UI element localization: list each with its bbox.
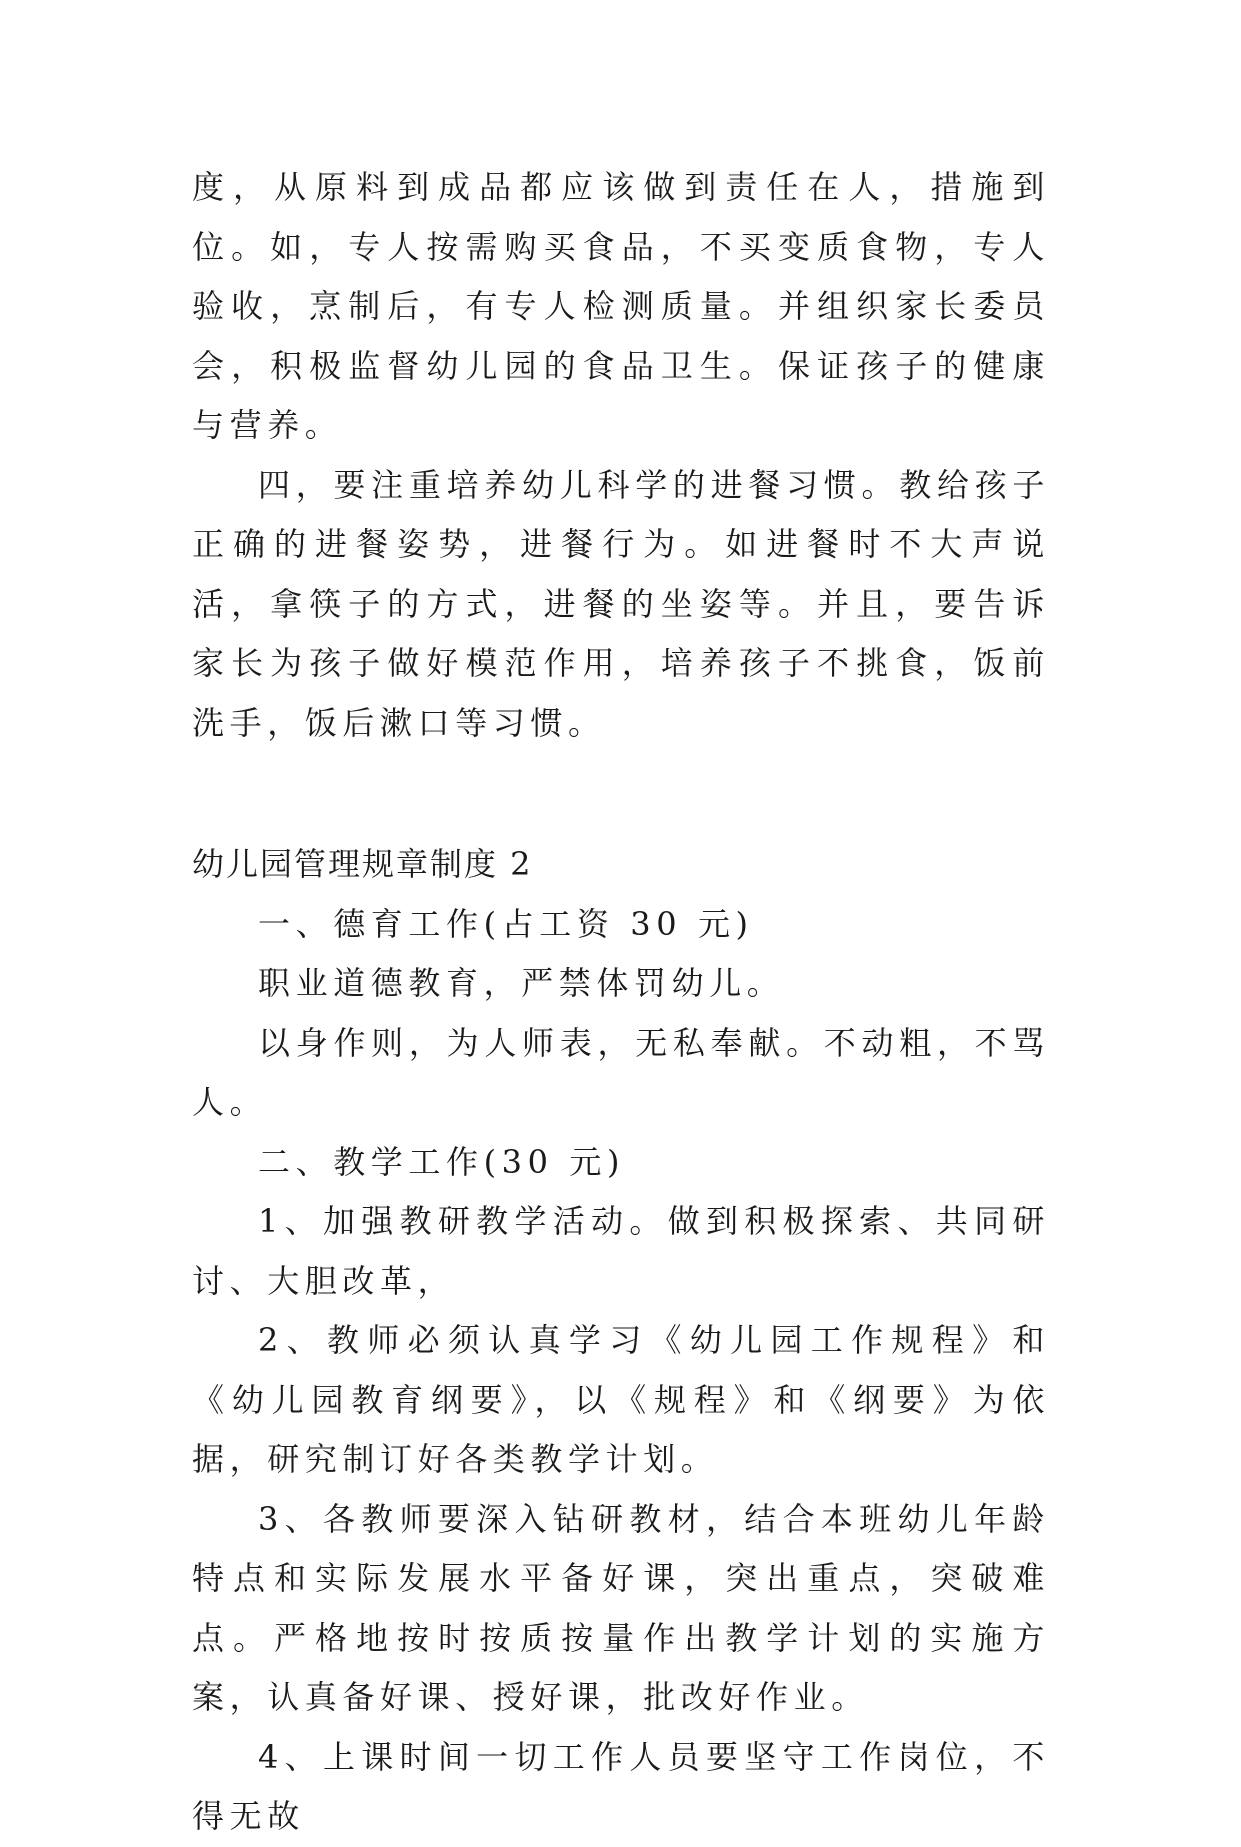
paragraph-eating-habits: 四，要注重培养幼儿科学的进餐习惯。教给孩子正确的进餐姿势，进餐行为。如进餐时不大声说活，拿筷子的方式，进餐的坐姿等。并且，要告诉家长为孩子做好模范作用，培养孩子不挑食，饭前洗手，饭后漱口等习惯。 [192, 465, 1050, 742]
paragraph-item-2: 2、教师必须认真学习《幼儿园工作规程》和《幼儿园教育纲要》，以《规程》和《纲要》为依据，研究制订好各类教学计划。 [192, 1321, 1050, 1478]
paragraph-item-3: 3、各教师要深入钻研教材，结合本班幼儿年龄特点和实际发展水平备好课，突出重点，突破难点。严格地按时按质按量作出教学计划的实施方案，认真备好课、授好课，批改好作业。 [192, 1499, 1050, 1716]
section-title: 幼儿园管理规章制度 2 [192, 845, 533, 883]
document-body [192, 158, 1050, 1847]
paragraph-lead-by-example: 以身作则，为人师表，无私奉献。不动粗，不骂人。 [192, 1023, 1050, 1121]
paragraph-food-safety-continued: 度，从原料到成品都应该做到责任在人，措施到位。如，专人按需购买食品，不买变质食物，专人验收，烹制后，有专人检测质量。并组织家长委员会，积极监督幼儿园的食品卫生。保证孩子的健康与营养。 [192, 168, 1050, 444]
paragraph-teaching-work-heading: 二、教学工作(30 元) [258, 1142, 626, 1181]
paragraph-moral-education-heading: 一、德育工作(占工资 30 元) [258, 904, 754, 943]
paragraph-professional-ethics: 职业道德教育，严禁体罚幼儿。 [258, 964, 785, 1002]
section-gap [192, 753, 1050, 835]
paragraph-item-1: 1、加强教研教学活动。做到积极探索、共同研讨、大胆改革， [192, 1202, 1050, 1300]
paragraph-item-4: 4、上课时间一切工作人员要坚守工作岗位，不得无故 [192, 1737, 1050, 1835]
